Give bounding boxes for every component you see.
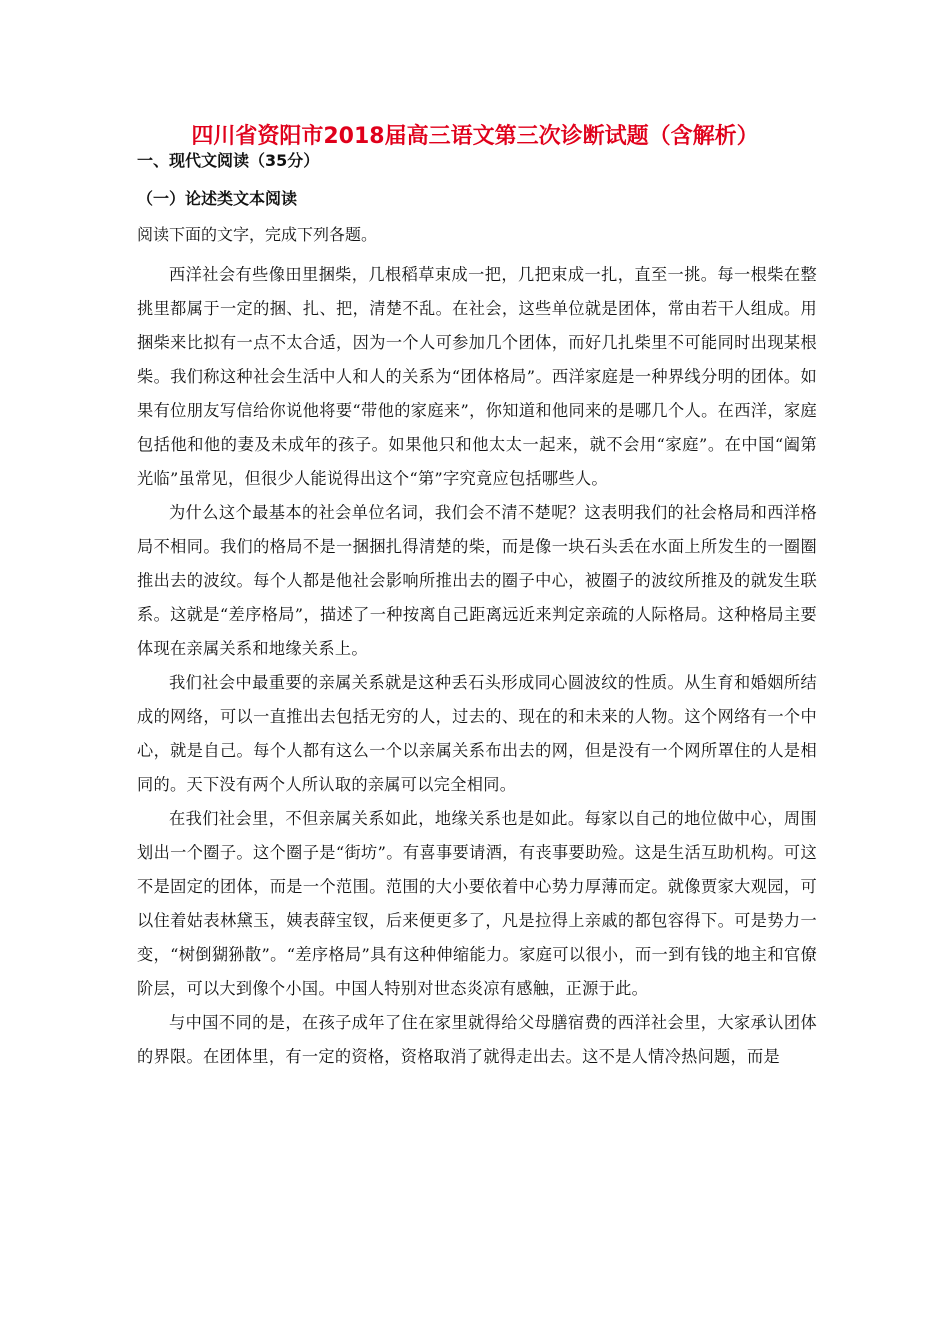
section-heading: 一、现代文阅读（35分） [137,151,320,170]
document-title: 四川省资阳市2018届高三语文第三次诊断试题（含解析） [191,124,759,149]
passage-paragraph-5: 与中国不同的是，在孩子成年了住在家里就得给父母膳宿费的西洋社会里，大家承认团体的界限。在团体里，有一定的资格，资格取消了就得走出去。这不是人情冷热问题，而是 [137,1013,817,1066]
passage-paragraph-1: 西洋社会有些像田里捆柴，几根稻草束成一把，几把束成一扎，直至一挑。每一根柴在整挑里都属于一定的捆、扎、把，清楚不乱。在社会，这些单位就是团体，常由若干人组成。用捆柴来比拟有一点不太合适，因为一个人可参加几个团体，而好几扎柴里不可能同时出现某根柴。我们称这种社会生活中人和人的关系为“团体格局”。西洋家庭是一种界线分明的团体。如果有位朋友写信给你说他将要“带他的家庭来”，你知道和他同来的是哪几个人。在西洋，家庭包括他和他的妻及未成年的孩子。如果他只和他太太一起来，就不会用“家庭”。在中国“阖第光临”虽常见，但很少人能说得出这个“第”字究竟应包括哪些人。 [137,265,817,488]
passage-paragraph-4: 在我们社会里，不但亲属关系如此，地缘关系也是如此。每家以自己的地位做中心，周围划出一个圈子。这个圈子是“街坊”。有喜事要请酒，有丧事要助殓。这是生活互助机构。可这不是固定的团体，而是一个范围。范围的大小要依着中心势力厚薄而定。就像贾家大观园，可以住着姑表林黛玉，姨表薛宝钗，后来便更多了，凡是拉得上亲戚的都包容得下。可是势力一变，“树倒猢狲散”。“差序格局”具有这种伸缩能力。家庭可以很小，而一到有钱的地主和官僚阶层，可以大到像个小国。中国人特别对世态炎凉有感触，正源于此。 [137,809,817,998]
passage-paragraph-2: 为什么这个最基本的社会单位名词，我们会不清不楚呢？这表明我们的社会格局和西洋格局不相同。我们的格局不是一捆捆扎得清楚的柴，而是像一块石头丢在水面上所发生的一圈圈推出去的波纹。每个人都是他社会影响所推出去的圈子中心，被圈子的波纹所推及的就发生联系。这就是“差序格局”，描述了一种按离自己距离远近来判定亲疏的人际格局。这种格局主要体现在亲属关系和地缘关系上。 [137,503,817,658]
passage-paragraph-3: 我们社会中最重要的亲属关系就是这种丢石头形成同心圆波纹的性质。从生育和婚姻所结成的网络，可以一直推出去包括无穷的人，过去的、现在的和未来的人物。这个网络有一个中心，就是自己。每个人都有这么一个以亲属关系布出去的网，但是没有一个网所罩住的人是相同的。天下没有两个人所认取的亲属可以完全相同。 [137,673,817,794]
reading-instruction: 阅读下面的文字，完成下列各题。 [137,225,378,244]
passage-body [137,258,817,1074]
subsection-heading: （一）论述类文本阅读 [137,189,298,208]
